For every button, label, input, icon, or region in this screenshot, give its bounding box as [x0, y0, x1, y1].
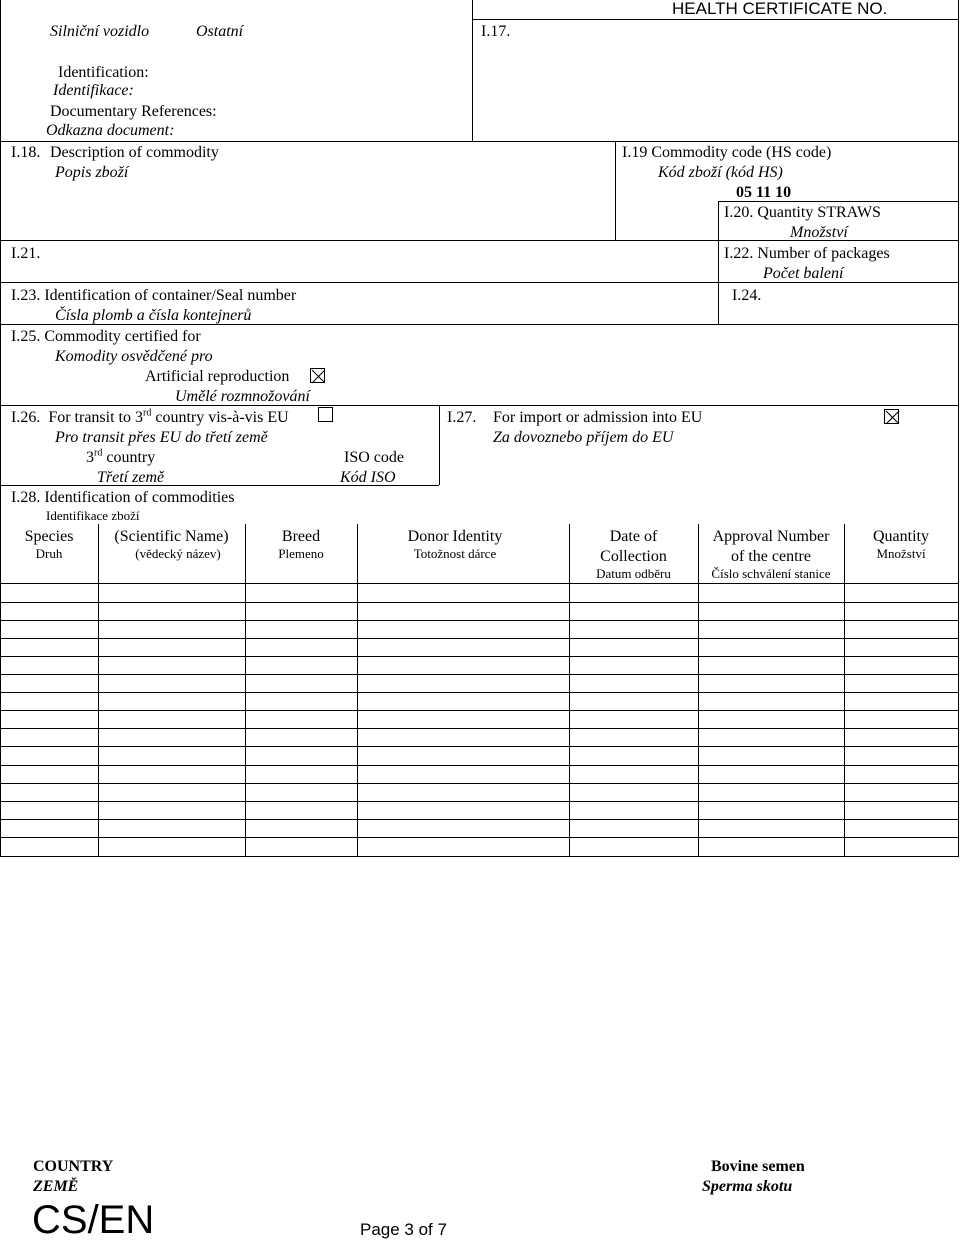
i26-label — [11, 408, 289, 427]
table-row-line — [0, 656, 959, 657]
table-row-line — [0, 728, 959, 729]
i26-label-cz: Pro transit přes EU do třetí země — [55, 429, 268, 446]
line-top-right — [472, 19, 959, 20]
i17-label: I.17. — [481, 23, 511, 40]
check-cross-icon — [311, 369, 326, 384]
iso-code-label-cz: Kód ISO — [340, 469, 396, 486]
other-label: Ostatní — [196, 23, 244, 40]
line-i22-left — [718, 240, 719, 282]
i26-text-pre: For transit to 3 — [48, 409, 143, 426]
table-row-line — [0, 692, 959, 693]
iso-code-label: ISO code — [344, 449, 404, 466]
third-country-pre: 3 — [86, 449, 94, 466]
third-country-post: country — [102, 449, 156, 466]
table-row-line — [0, 746, 959, 747]
i26-text-post: country vis-à-vis EU — [155, 409, 289, 426]
certificate-title: HEALTH CERTIFICATE NO. — [672, 0, 888, 18]
third-country-sup: rd — [94, 447, 103, 459]
third-country-label-cz: Třetí země — [97, 469, 165, 486]
line-i19-left — [615, 141, 616, 240]
road-vehicle-label: Silniční vozidlo — [50, 23, 150, 40]
column-header-breed-cz: Plemeno — [278, 546, 324, 561]
column-header-approval-cz: Číslo schválení stanice — [711, 566, 831, 581]
footer-country-code: CS/EN — [32, 1198, 155, 1242]
artificial-reproduction-label: Artificial reproduction — [145, 368, 290, 385]
column-header-collection: Collection — [600, 548, 667, 565]
i24-label: I.24. — [732, 287, 762, 304]
documentary-references-label: Documentary References: — [50, 103, 217, 120]
table-col-line — [245, 524, 246, 857]
table-row-line — [0, 783, 959, 784]
column-header-quantity: Quantity — [873, 528, 929, 545]
column-header-scientific-name-cz: (vědecký název) — [135, 546, 221, 561]
import-admission-checkbox[interactable] — [884, 409, 899, 424]
i20-label: I.20. Quantity STRAWS — [724, 204, 881, 221]
i18-number: I.18. — [11, 144, 41, 161]
check-cross-icon — [885, 410, 900, 425]
table-bottom — [0, 856, 959, 857]
i27-label: For import or admission into EU — [493, 409, 703, 426]
hs-code-value: 05 11 10 — [736, 184, 792, 201]
i20-label-cz: Množství — [790, 224, 848, 241]
artificial-reproduction-label-cz: Umělé rozmnožování — [175, 388, 310, 405]
column-header-date-cz: Datum odběru — [596, 566, 671, 581]
i28-label-cz: Identifikace zboží — [46, 508, 140, 523]
line-i24-left — [718, 282, 719, 324]
page-number: Page 3 of 7 — [360, 1220, 447, 1239]
transit-checkbox[interactable] — [318, 407, 333, 422]
table-header-bottom — [0, 583, 959, 584]
table-row-line — [0, 765, 959, 766]
line-i17-left — [472, 0, 473, 141]
i18-label: Description of commodity — [50, 144, 219, 161]
column-header-species-cz: Druh — [35, 546, 63, 561]
table-col-line — [844, 524, 845, 857]
table-row-line — [0, 620, 959, 621]
table-row-line — [0, 801, 959, 802]
column-header-donor-identity-cz: Totožnost dárce — [413, 546, 497, 561]
column-header-donor-identity: Donor Identity — [407, 528, 503, 545]
column-header-date-of: Date of — [609, 528, 658, 545]
i23-label: I.23. Identification of container/Seal number — [11, 287, 297, 304]
i19-label-cz: Kód zboží (kód HS) — [658, 164, 783, 181]
i27-label-cz: Za dovoznebo příjem do EU — [493, 429, 674, 446]
i28-label: I.28. Identification of commodities — [11, 489, 235, 506]
i22-label-cz: Počet balení — [763, 265, 844, 282]
footer-product-label: Bovine semen — [711, 1158, 805, 1175]
column-header-approval-number: Approval Number — [712, 528, 830, 545]
line-i26-top — [0, 405, 959, 406]
i25-label: I.25. Commodity certified for — [11, 328, 201, 345]
column-header-species: Species — [24, 528, 74, 545]
footer-country-label-cz: ZEMĚ — [33, 1178, 79, 1195]
table-col-line — [98, 524, 99, 857]
i21-label: I.21. — [11, 245, 41, 262]
i25-label-cz: Komodity osvědčené pro — [55, 348, 213, 365]
line-i27-left — [439, 405, 440, 485]
table-row-line — [0, 837, 959, 838]
documentary-references-label-cz: Odkazna document: — [46, 122, 175, 139]
i27-number: I.27. — [447, 409, 477, 426]
footer-product-label-cz: Sperma skotu — [702, 1178, 793, 1195]
table-row-line — [0, 638, 959, 639]
table-row-line — [0, 602, 959, 603]
table-row-line — [0, 819, 959, 820]
identification-label-cz: Identifikace: — [53, 82, 134, 99]
i19-label: I.19 Commodity code (HS code) — [622, 144, 832, 161]
column-header-scientific-name: (Scientific Name) — [114, 528, 229, 545]
i23-label-cz: Čísla plomb a čísla kontejnerů — [55, 307, 252, 324]
column-header-quantity-cz: Množství — [876, 546, 926, 561]
table-row-line — [0, 674, 959, 675]
identification-label: Identification: — [58, 64, 149, 81]
i22-label: I.22. Number of packages — [724, 245, 890, 262]
i18-label-cz: Popis zboží — [55, 164, 129, 181]
table-row-line — [0, 710, 959, 711]
table-col-line — [357, 524, 358, 857]
line-i20-left — [718, 201, 719, 240]
footer-country-label: COUNTRY — [33, 1158, 114, 1175]
column-header-breed: Breed — [281, 528, 321, 545]
column-header-of-the-centre: of the centre — [731, 548, 811, 565]
i26-number: I.26. — [11, 409, 41, 426]
i26-sup: rd — [143, 407, 152, 419]
third-country-label — [86, 448, 155, 467]
line-i18-top — [0, 141, 959, 142]
artificial-reproduction-checkbox[interactable] — [310, 368, 325, 383]
